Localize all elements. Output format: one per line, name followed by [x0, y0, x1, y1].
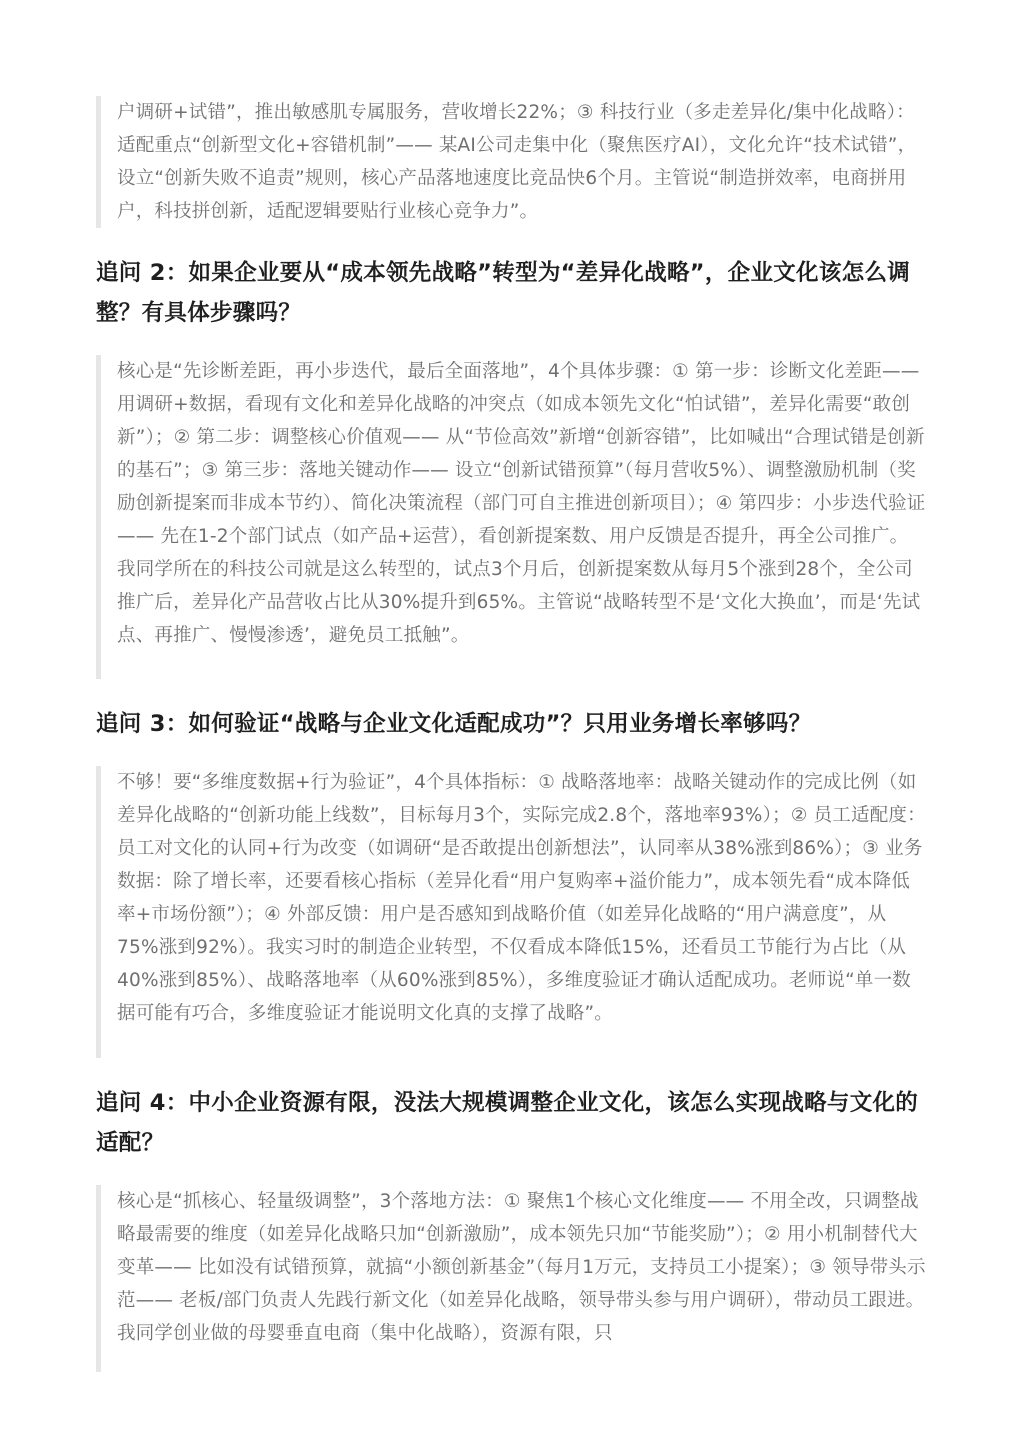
answer-text-2: 核心是“先诊断差距，再小步迭代，最后全面落地”，4个具体步骤：① 第一步：诊断文化差距—— 用调研+数据，看现有文化和差异化战略的冲突点（如成本领先文化“怕试错”，差异化需要“敢创新”）；② 第二步：调整核心价值观—— 从“节俭高效”新增“创新容错”，比如喊出“合理试错是创新的基石”；③ 第三步：落地关键动作—— 设立“创新试错预算”（每月营收5%）、调整激励机制（奖励创新提案而非成本节约）、简化决策流程（部门可自主推进创新项目）；④ 第四步：小步迭代验证—— 先在1-2个部门试点（如产品+运营），看创新提案数、用户反馈是否提升，再全公司推广。我同学所在的科技公司就是这么转型的，试点3个月后，创新提案数从每月5个涨到28个，全公司推广后，差异化产品营收占比从30%提升到65%。主管说“战略转型不是‘文化大换血’，而是‘先试点、再推广、慢慢渗透’，避免员工抵触”。	[117, 361, 926, 646]
question-heading-3: 追问 3：如何验证“战略与企业文化适配成功”？只用业务增长率够吗？	[96, 711, 812, 737]
question-heading-4: 追问 4：中小企业资源有限，没法大规模调整企业文化，该怎么实现战略与文化的适配？	[96, 1090, 919, 1156]
answer-text-1: 户调研+试错”，推出敏感肌专属服务，营收增长22%；③ 科技行业（多走差异化/集中化战略）：适配重点“创新型文化+容错机制”—— 某AI公司走集中化（聚焦医疗AI），文化允许“技术试错”，设立“创新失败不追责”规则，核心产品落地速度比竞品快6个月。主管说“制造拼效率，电商拼用户，科技拼创新，适配逻辑要贴行业核心竞争力”。	[117, 102, 917, 222]
answer-quote-1	[96, 96, 926, 228]
answer-quote-3	[96, 766, 926, 1058]
answer-quote-2	[96, 355, 926, 679]
answer-text-3: 不够！要“多维度数据+行为验证”，4个具体指标：① 战略落地率：战略关键动作的完成比例（如差异化战略的“创新功能上线数”，目标每月3个，实际完成2.8个，落地率93%）；② 员工适配度：员工对文化的认同+行为改变（如调研“是否敢提出创新想法”，认同率从38%涨到86%）；③ 业务数据：除了增长率，还要看核心指标（差异化看“用户复购率+溢价能力”，成本领先看“成本降低率+市场份额”）；④ 外部反馈：用户是否感知到战略价值（如差异化战略的“用户满意度”，从75%涨到92%）。我实习时的制造企业转型，不仅看成本降低15%，还看员工节能行为占比（从40%涨到85%）、战略落地率（从60%涨到85%），多维度验证才确认适配成功。老师说“单一数据可能有巧合，多维度验证才能说明文化真的支撑了战略”。	[117, 772, 926, 1024]
question-heading-2: 追问 2：如果企业要从“成本领先战略”转型为“差异化战略”，企业文化该怎么调整？有具体步骤吗？	[96, 260, 911, 326]
answer-quote-4	[96, 1185, 926, 1372]
answer-text-4: 核心是“抓核心、轻量级调整”，3个落地方法：① 聚焦1个核心文化维度—— 不用全改，只调整战略最需要的维度（如差异化战略只加“创新激励”，成本领先只加“节能奖励”）；② 用小机制替代大变革—— 比如没有试错预算，就搞“小额创新基金”（每月1万元，支持员工小提案）；③ 领导带头示范—— 老板/部门负责人先践行新文化（如差异化战略，领导带头参与用户调研），带动员工跟进。我同学创业做的母婴垂直电商（集中化战略），资源有限，只	[117, 1191, 926, 1344]
